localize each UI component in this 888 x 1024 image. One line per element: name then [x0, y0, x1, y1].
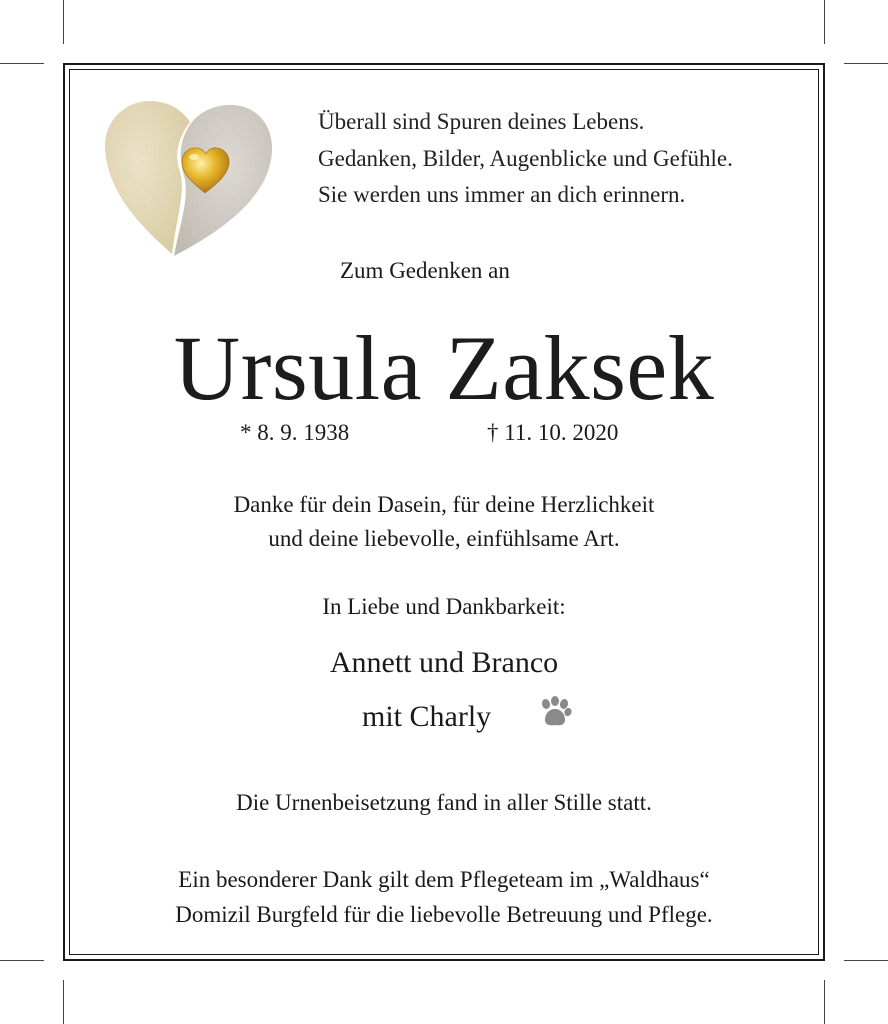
closing-phrase: In Liebe und Dankbarkeit: [322, 594, 566, 619]
crop-mark [844, 63, 888, 64]
birth-date: * 8. 9. 1938 [240, 420, 350, 445]
family-pet: mit Charly [362, 700, 492, 733]
burial-note: Die Urnenbeisetzung fand in aller Stille statt. [236, 790, 652, 815]
crop-mark [63, 980, 64, 1024]
paw-icon [537, 696, 573, 728]
special-thanks-line: Ein besonderer Dank gilt dem Pflegeteam im „Waldhaus“ [178, 867, 710, 892]
thanks-line: Danke für dein Dasein, für deine Herzlichkeit [233, 492, 655, 517]
crop-mark [824, 980, 825, 1024]
poem-line: Überall sind Spuren deines Lebens. [318, 109, 645, 134]
crop-mark [0, 960, 44, 961]
death-date: † 11. 10. 2020 [487, 420, 619, 445]
thanks-line: und deine liebevolle, einfühlsame Art. [268, 526, 620, 551]
special-thanks [70, 862, 818, 932]
heart-icon [100, 96, 280, 261]
crop-mark [844, 960, 888, 961]
crop-mark [824, 0, 825, 44]
poem-line: Sie werden uns immer an dich erinnern. [318, 182, 686, 207]
thanks-text [70, 488, 818, 556]
crop-mark [0, 63, 44, 64]
deceased-name: Ursula Zaksek [173, 317, 715, 419]
family-names: Annett und Branco [329, 646, 559, 679]
crop-mark [63, 0, 64, 44]
special-thanks-line: Domizil Burgfeld für die liebevolle Betreuung und Pflege. [175, 902, 713, 927]
poem-line: Gedanken, Bilder, Augenblicke und Gefühle. [318, 145, 733, 171]
memorial-intro: Zum Gedenken an [340, 258, 510, 283]
poem [318, 104, 798, 214]
